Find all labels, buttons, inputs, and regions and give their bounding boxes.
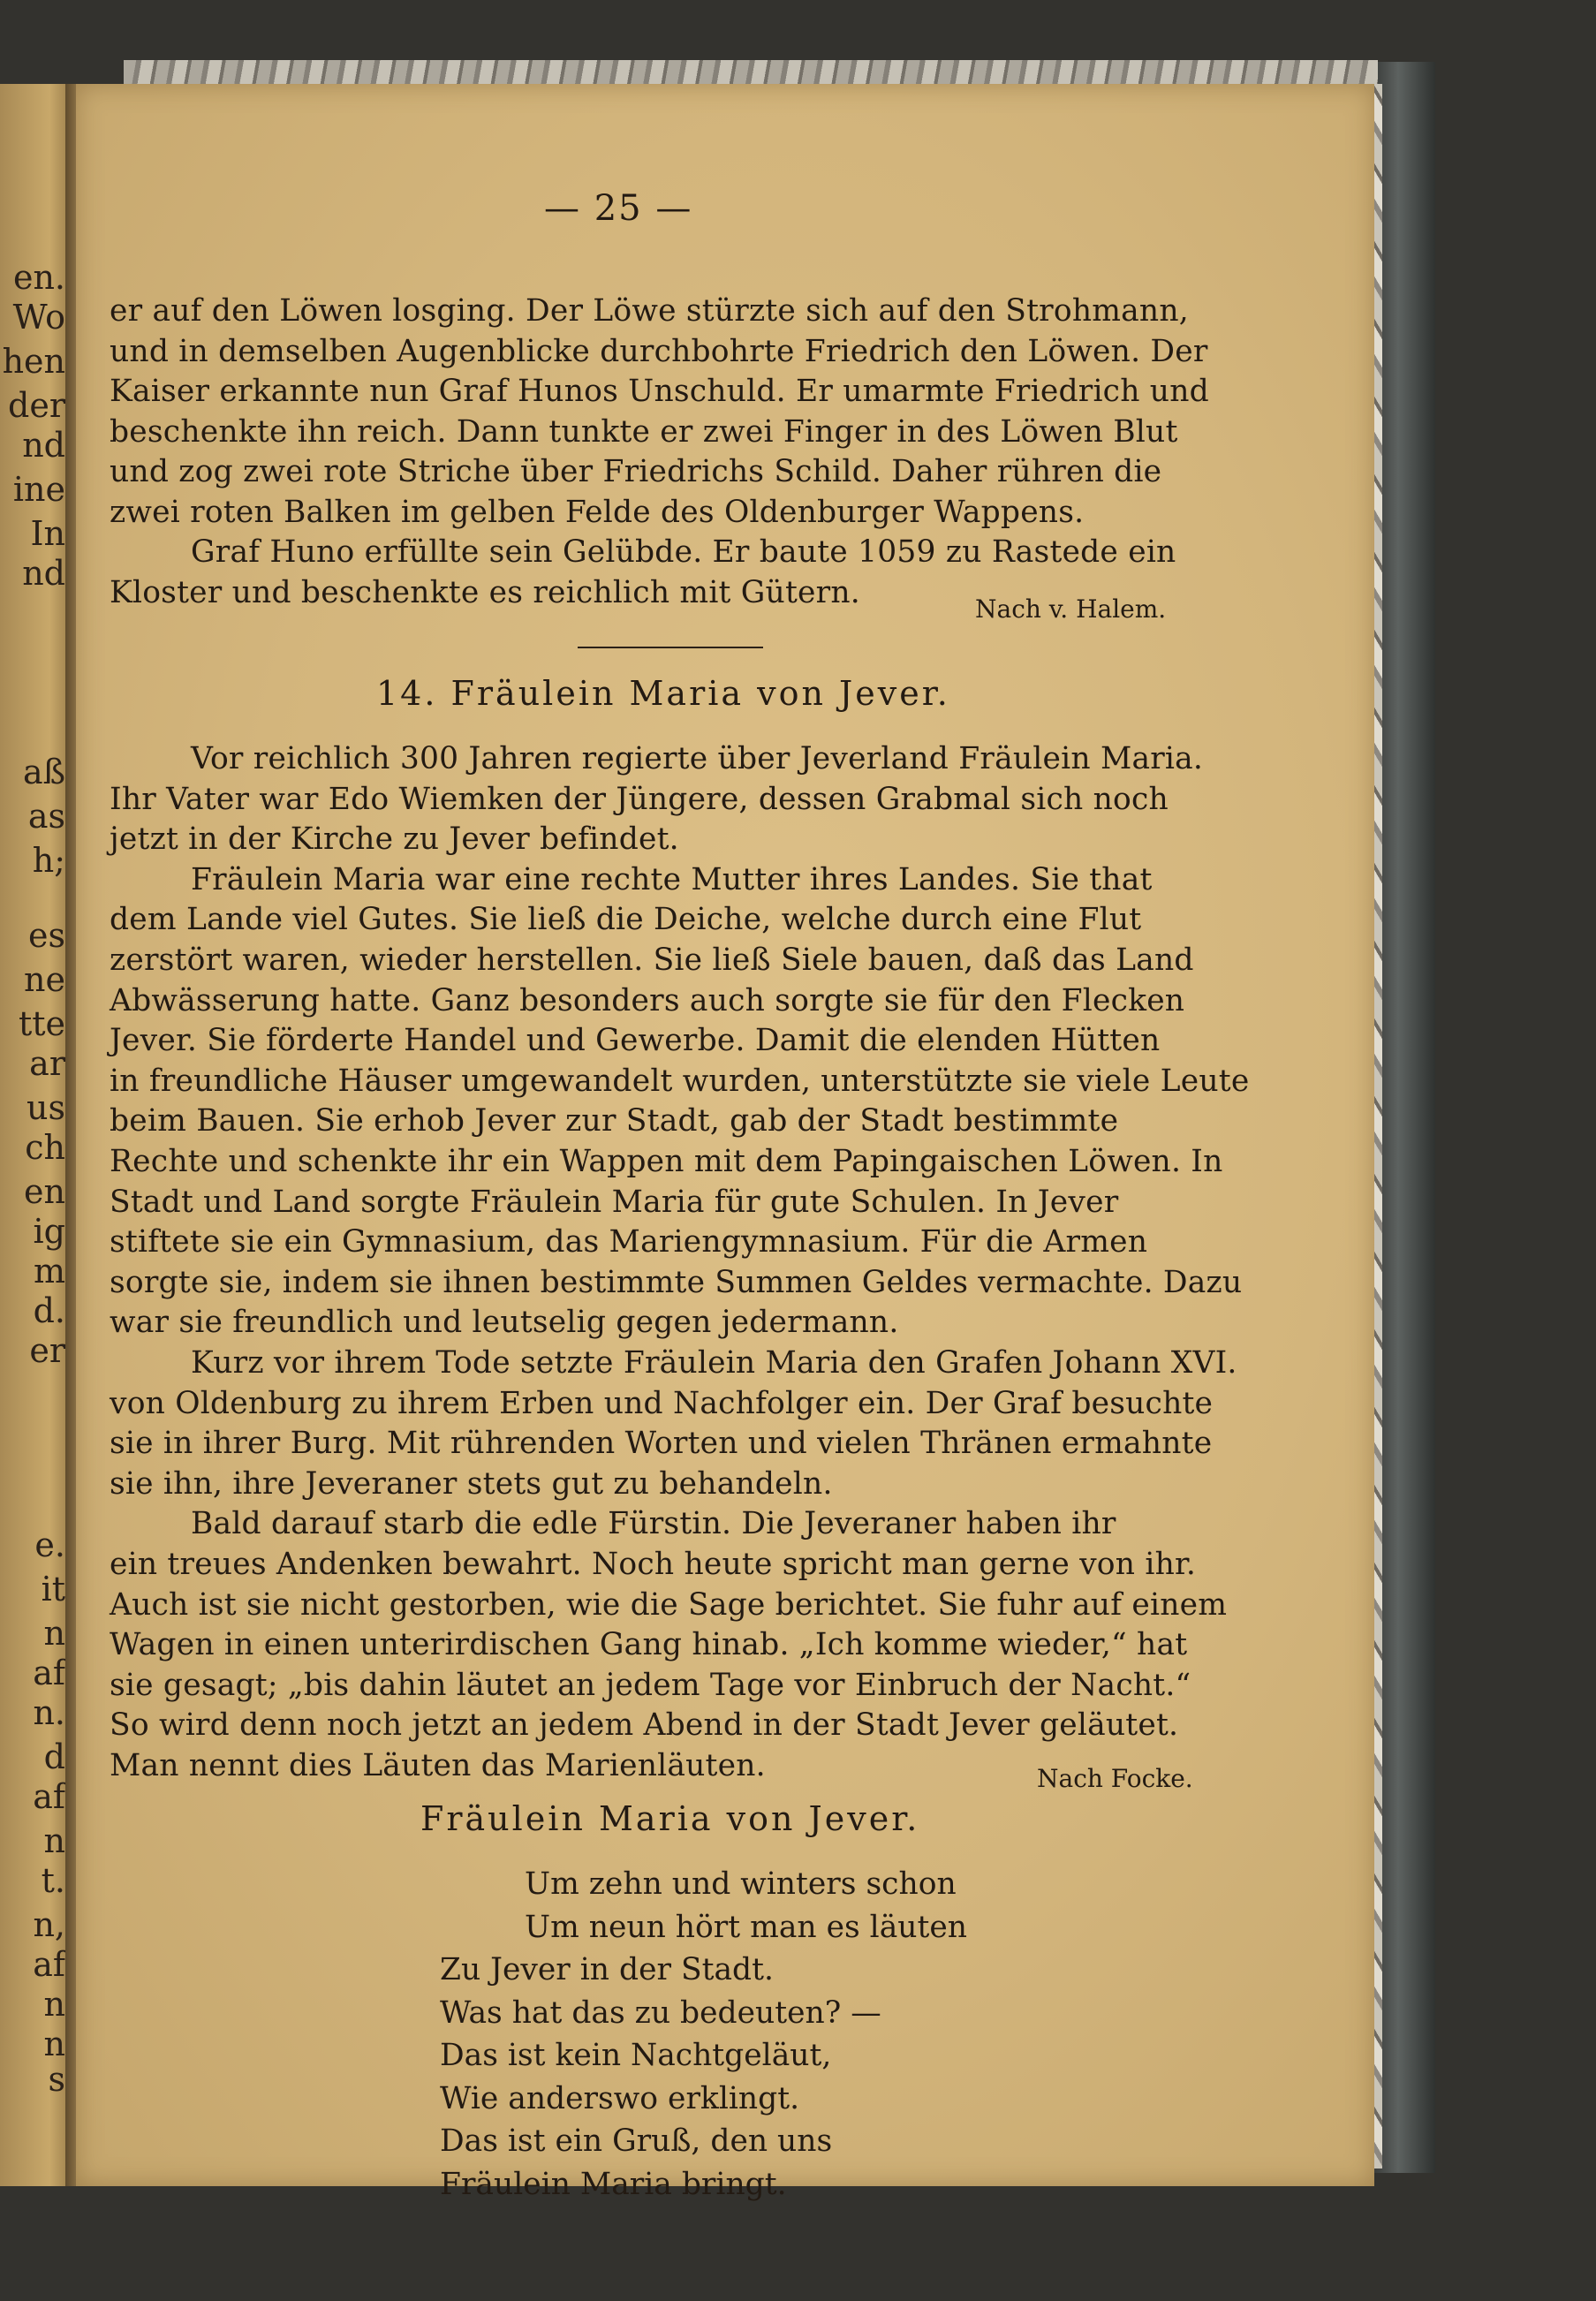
left-page-fragment: h; — [32, 841, 65, 880]
left-page-fragment: es — [28, 916, 65, 955]
poem-line: Zu Jever in der Stadt. — [440, 1952, 774, 1987]
left-page-fragment: n — [43, 2025, 65, 2063]
left-page-fragment: ne — [24, 960, 65, 999]
text-line: jetzt in der Kirche zu Jever befindet. — [110, 821, 679, 858]
left-page-fragment: s — [48, 2060, 65, 2099]
book-cover-edge — [1373, 62, 1435, 2173]
book-page — [76, 84, 1374, 2202]
text-line: Kaiser erkannte nun Graf Hunos Unschuld. Er umarmte Friedrich und — [110, 374, 1209, 409]
left-page-sliver — [0, 84, 71, 2186]
text-line: Abwässerung hatte. Ganz besonders auch sorgte sie für den Flecken — [110, 982, 1185, 1018]
text-line: Vor reichlich 300 Jahren regierte über Jeverland Fräulein Maria. — [191, 741, 1204, 776]
left-page-fragment: n — [43, 1614, 65, 1653]
left-page-fragments — [0, 84, 71, 2186]
poem-line: Wie anderswo erklingt. — [440, 2080, 800, 2116]
poem-line: Um zehn und winters schon — [525, 1866, 957, 1902]
text-line: war sie freundlich und leutselig gegen jedermann. — [110, 1305, 899, 1341]
poem-line: Was hat das zu bedeuten? — — [440, 1994, 881, 2031]
left-page-fragment: n — [43, 1821, 65, 1860]
story-credit: Nach v. Halem. — [975, 594, 1167, 624]
left-page-fragment: hen — [2, 342, 65, 381]
text-line: und in demselben Augenblicke durchbohrte Friedrich den Löwen. Der — [110, 333, 1208, 369]
text-line: er auf den Löwen losging. Der Löwe stürzte sich auf den Strohmann, — [110, 293, 1189, 329]
left-page-fragment: t. — [41, 1861, 65, 1900]
left-page-fragment: d — [43, 1737, 65, 1776]
story-credit: Nach Focke. — [1037, 1764, 1193, 1793]
page-number: — 25 — — [544, 188, 693, 229]
text-line: und zog zwei rote Striche über Friedrichs Schild. Daher rühren die — [110, 454, 1162, 489]
left-page-fragment: e. — [34, 1525, 65, 1564]
text-line: Graf Huno erfüllte sein Gelübde. Er baute 1059 zu Rastede ein — [191, 534, 1176, 570]
left-page-fragment: af — [33, 1945, 65, 1984]
text-line: dem Lande viel Gutes. Sie ließ die Deiche, welche durch eine Flut — [110, 902, 1142, 938]
left-page-fragment: ch — [25, 1128, 65, 1167]
left-page-fragment: er — [29, 1331, 65, 1370]
text-line: Auch ist sie nicht gestorben, wie die Sage berichtet. Sie fuhr auf einem — [110, 1586, 1228, 1623]
text-line: beim Bauen. Sie erhob Jever zur Stadt, gab der Stadt bestimmte — [110, 1103, 1119, 1139]
text-line: Stadt und Land sorgte Fräulein Maria für gute Schulen. In Jever — [110, 1184, 1119, 1220]
left-page-fragment: d. — [33, 1291, 65, 1330]
poem-line: Um neun hört man es läuten — [525, 1909, 967, 1945]
left-page-fragment: der — [8, 386, 65, 425]
left-page-fragment: m — [33, 1252, 65, 1291]
text-line: sie gesagt; „bis dahin läutet an jedem Tage vor Einbruch der Nacht.“ — [110, 1667, 1191, 1703]
text-line: Ihr Vater war Edo Wiemken der Jüngere, dessen Grabmal sich noch — [110, 781, 1169, 817]
left-page-fragment: In — [30, 514, 65, 553]
left-page-fragment: ine — [12, 470, 65, 509]
text-line: stiftete sie ein Gymnasium, das Mariengymnasium. Für die Armen — [110, 1224, 1148, 1260]
text-line: Jever. Sie förderte Handel und Gewerbe. Damit die elenden Hütten — [110, 1023, 1161, 1059]
left-page-fragment: n — [43, 1985, 65, 2024]
text-line: von Oldenburg zu ihrem Erben und Nachfolger ein. Der Graf besuchte — [110, 1385, 1214, 1421]
text-line: beschenkte ihn reich. Dann tunkte er zwei Finger in des Löwen Blut — [110, 413, 1178, 450]
left-page-fragment: n, — [33, 1905, 65, 1944]
left-page-fragment: as — [27, 797, 65, 836]
text-line: in freundliche Häuser umgewandelt wurden, unterstützte sie viele Leute — [110, 1063, 1250, 1099]
text-line: Kloster und beschenkte es reichlich mit Gütern. — [110, 574, 860, 610]
text-line: sie ihn, ihre Jeveraner stets gut zu behandeln. — [110, 1465, 833, 1502]
left-page-fragment: n. — [33, 1693, 65, 1732]
left-page-fragment: aß — [22, 753, 65, 791]
text-line: zerstört waren, wieder herstellen. Sie ließ Siele bauen, daß das Land — [110, 942, 1194, 978]
left-page-fragment: ig — [33, 1212, 65, 1251]
text-line: Kurz vor ihrem Tode setzte Fräulein Maria den Grafen Johann XVI. — [191, 1345, 1237, 1381]
left-page-fragment: tte — [18, 1004, 65, 1043]
section-heading: 14. Fräulein Maria von Jever. — [376, 674, 950, 713]
text-line: Wagen in einen unterirdischen Gang hinab. „Ich komme wieder,“ hat — [110, 1627, 1188, 1663]
left-page-fragment: nd — [22, 554, 65, 593]
left-page-fragment: Wo — [12, 298, 65, 337]
section-divider — [578, 647, 763, 648]
poem-heading: Fräulein Maria von Jever. — [420, 1799, 920, 1838]
text-line: Bald darauf starb die edle Fürstin. Die Jeveraner haben ihr — [191, 1506, 1116, 1542]
text-line: zwei roten Balken im gelben Felde des Oldenburger Wappens. — [110, 494, 1085, 530]
text-line: sie in ihrer Burg. Mit rührenden Worten und vielen Thränen ermahnte — [110, 1426, 1213, 1462]
poem-line: Fräulein Maria bringt. — [440, 2166, 787, 2202]
text-line: sorgte sie, indem sie ihnen bestimmte Summen Geldes vermachte. Dazu — [110, 1264, 1243, 1300]
poem-line: Das ist ein Gruß, den uns — [440, 2123, 833, 2159]
left-page-fragment: en. — [12, 258, 65, 297]
left-page-fragment: af — [33, 1777, 65, 1816]
left-page-fragment: af — [33, 1654, 65, 1692]
poem-line: Das ist kein Nachtgeläut, — [440, 2038, 832, 2073]
text-line: Fräulein Maria war eine rechte Mutter ihres Landes. Sie that — [191, 861, 1153, 897]
left-page-fragment: ar — [29, 1044, 65, 1083]
left-page-fragment: nd — [22, 426, 65, 465]
text-line: Man nennt dies Läuten das Marienläuten. — [110, 1748, 766, 1783]
left-page-fragment: us — [26, 1088, 65, 1127]
text-line: Rechte und schenkte ihr ein Wappen mit dem Papingaischen Löwen. In — [110, 1144, 1223, 1179]
text-line: ein treues Andenken bewahrt. Noch heute spricht man gerne von ihr. — [110, 1547, 1197, 1582]
text-line: So wird denn noch jetzt an jedem Abend in der Stadt Jever geläutet. — [110, 1707, 1179, 1744]
left-page-fragment: en — [24, 1172, 65, 1211]
left-page-fragment: it — [41, 1570, 65, 1608]
